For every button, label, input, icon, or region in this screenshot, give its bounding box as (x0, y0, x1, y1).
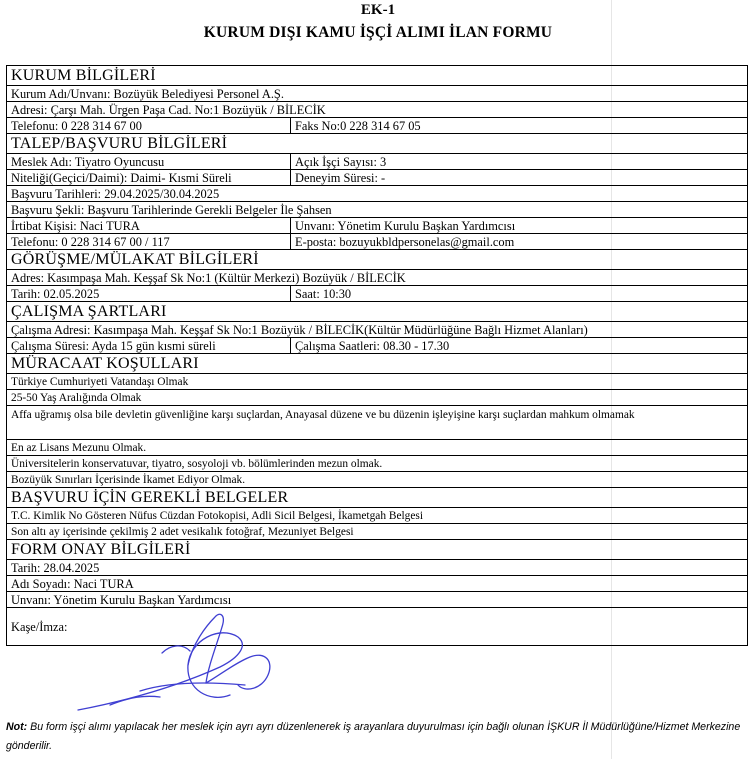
section-muracaat-row (7, 354, 748, 374)
section-onay-title: FORM ONAY BİLGİLERİ (7, 540, 748, 560)
application-method: Başvuru Şekli: Başvuru Tarihlerinde Gerekli Belgeler İle Şahsen (7, 202, 748, 218)
section-onay-row (7, 540, 748, 560)
requirement-item: En az Lisans Mezunu Olmak. (7, 440, 748, 456)
institution-address: Adresi: Çarşı Mah. Ürgen Paşa Cad. No:1 Bozüyük / BİLECİK (7, 102, 748, 118)
requirement-item: Türkiye Cumhuriyeti Vatandaşı Olmak (7, 374, 748, 390)
interview-time: Saat: 10:30 (291, 286, 748, 302)
interview-address: Adres: Kasımpaşa Mah. Keşşaf Sk No:1 (Kültür Merkezi) Bozüyük / BİLECİK (7, 270, 748, 286)
contact-phone: Telefonu: 0 228 314 67 00 / 117 (7, 234, 291, 250)
section-gorusme-row (7, 250, 748, 270)
work-hours: Çalışma Saatleri: 08.30 - 17.30 (291, 338, 748, 354)
institution-fax: Faks No:0 228 314 67 05 (291, 118, 748, 134)
work-address: Çalışma Adresi: Kasımpaşa Mah. Keşşaf Sk No:1 Bozüyük / BİLECİK(Kültür Müdürlüğüne Bağlı Hizmet Alanları) (7, 322, 748, 338)
form-title: KURUM DIŞI KAMU İŞÇİ ALIMI İLAN FORMU (203, 24, 553, 41)
section-talep-title: TALEP/BAŞVURU BİLGİLERİ (7, 134, 748, 154)
requirement-item: Üniversitelerin konservatuvar, tiyatro, sosyoloji vb. bölümlerinden mezun olmak. (7, 456, 748, 472)
approval-name: Adı Soyadı: Naci TURA (7, 576, 748, 592)
section-belgeler-row (7, 488, 748, 508)
job-name: Meslek Adı: Tiyatro Oyuncusu (7, 154, 291, 170)
annex-label: EK-1 (360, 2, 396, 18)
section-calisma-title: ÇALIŞMA ŞARTLARI (7, 302, 748, 322)
institution-phone: Telefonu: 0 228 314 67 00 (7, 118, 291, 134)
approval-title: Unvanı: Yönetim Kurulu Başkan Yardımcısı (7, 592, 748, 608)
requirement-item: Bozüyük Sınırları İçerisinde İkamet Ediyor Olmak. (7, 472, 748, 488)
open-positions: Açık İşçi Sayısı: 3 (291, 154, 748, 170)
requirement-item: 25-50 Yaş Aralığında Olmak (7, 390, 748, 406)
document-item: T.C. Kimlik No Gösteren Nüfus Cüzdan Fotokopisi, Adli Sicil Belgesi, İkametgah Belgesi (7, 508, 748, 524)
application-dates: Başvuru Tarihleri: 29.04.2025/30.04.2025 (7, 186, 748, 202)
work-duration: Çalışma Süresi: Ayda 15 gün kısmi süreli (7, 338, 291, 354)
section-gorusme-title: GÖRÜŞME/MÜLAKAT BİLGİLERİ (7, 250, 748, 270)
footnote-text: Bu form işçi alımı yapılacak her meslek için ayrı ayrı düzenlenerek iş arayanlara duyurulması için bağlı olunan İŞKUR İl Müdürlüğüne/Hizmet Merkezine gönderilir. (6, 721, 741, 752)
footnote-label: Not: (6, 721, 28, 733)
section-kurum-title: KURUM BİLGİLERİ (7, 66, 748, 86)
experience-duration: Deneyim Süresi: - (291, 170, 748, 186)
approval-date: Tarih: 28.04.2025 (7, 560, 748, 576)
document-item: Son altı ay içerisinde çekilmiş 2 adet vesikalık fotoğraf, Mezuniyet Belgesi (7, 524, 748, 540)
interview-date: Tarih: 02.05.2025 (7, 286, 291, 302)
contact-title: Unvanı: Yönetim Kurulu Başkan Yardımcısı (291, 218, 748, 234)
application-form-table (6, 65, 748, 646)
institution-name: Kurum Adı/Unvanı: Bozüyük Belediyesi Personel A.Ş. (7, 86, 748, 102)
job-nature: Niteliği(Geçici/Daimi): Daimi- Kısmi Süreli (7, 170, 291, 186)
section-belgeler-title: BAŞVURU İÇİN GEREKLİ BELGELER (7, 488, 748, 508)
section-talep-row (7, 134, 748, 154)
requirement-item: Affa uğramış olsa bile devletin güvenliğine karşı suçlardan, Anayasal düzene ve bu düzenin işleyişine karşı suçlardan mahkum olmamak (7, 406, 748, 440)
section-kurum-row (7, 66, 748, 86)
contact-person: İrtibat Kişisi: Naci TURA (7, 218, 291, 234)
signature-image (70, 605, 300, 720)
section-calisma-row (7, 302, 748, 322)
contact-email: E-posta: bozuyukbldpersonelas@gmail.com (291, 234, 748, 250)
section-muracaat-title: MÜRACAAT KOŞULLARI (7, 354, 748, 374)
stamp-signature-field: Kaşe/İmza: (7, 608, 748, 646)
footnote (6, 718, 746, 756)
